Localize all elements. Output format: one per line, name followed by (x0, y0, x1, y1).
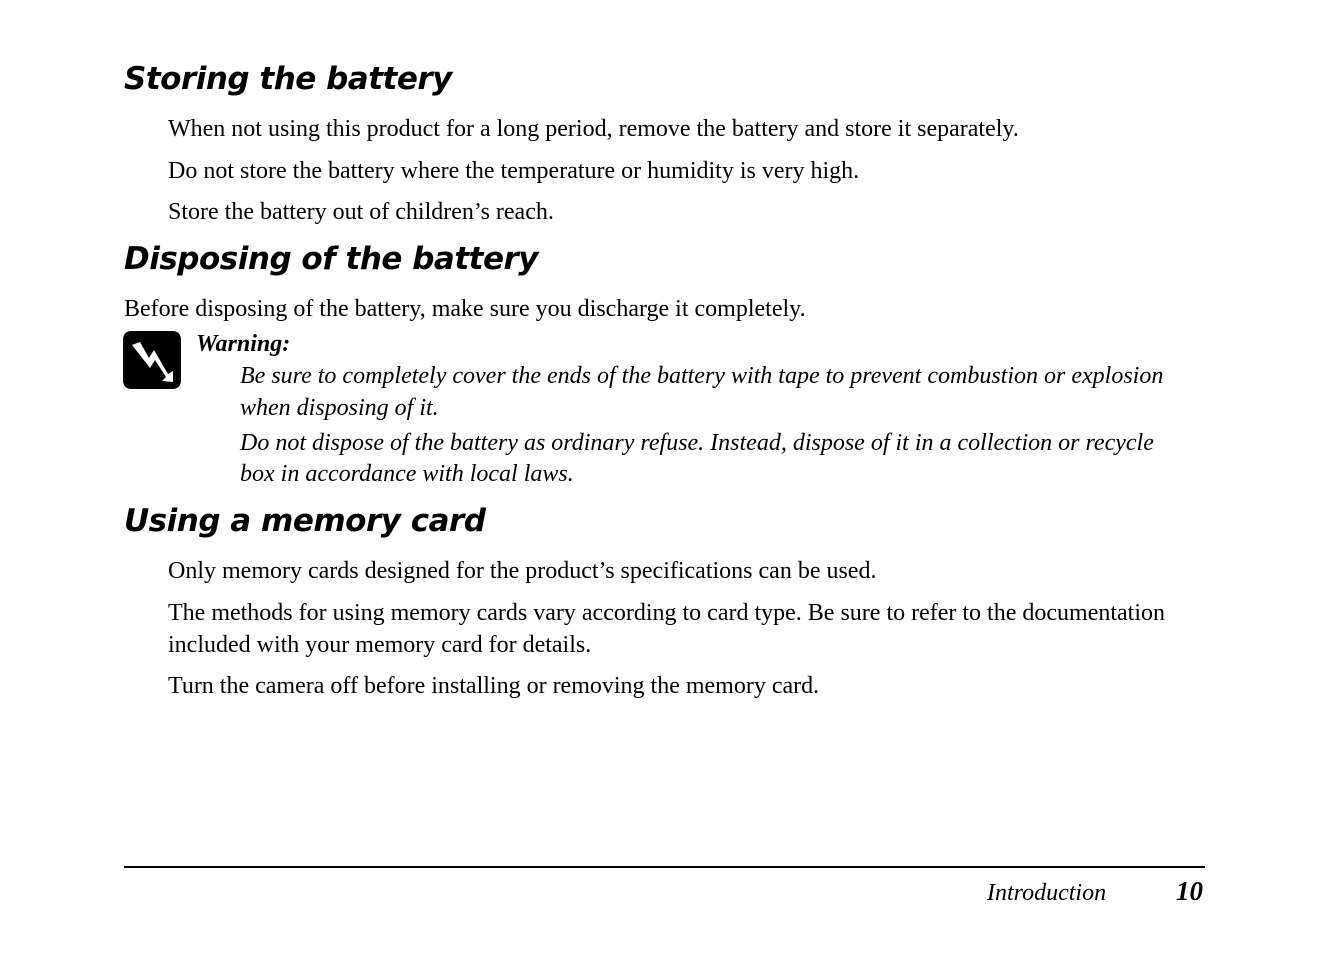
paragraph: Store the battery out of children’s reach. (168, 199, 554, 225)
paragraph: The methods for using memory cards vary according to card type. Be sure to refer to the documentation (168, 600, 1166, 626)
paragraph: When not using this product for a long period, remove the battery and store it separately. (168, 116, 1019, 142)
paragraph: Before disposing of the battery, make sure you discharge it completely. (124, 296, 806, 322)
section-heading-disposing: Disposing of the battery (124, 241, 538, 277)
warning-text: when disposing of it. (240, 395, 439, 421)
footer-section-title: Introduction (987, 880, 1107, 906)
page-number: 10 (1176, 876, 1203, 906)
warning-text: Do not dispose of the battery as ordinary refuse. Instead, dispose of it in a collection or recycle (240, 430, 1154, 456)
paragraph: included with your memory card for details. (168, 632, 592, 658)
warning-label: Warning: (196, 331, 291, 357)
paragraph: Turn the camera off before installing or removing the memory card. (168, 673, 820, 699)
warning-lightning-icon (123, 331, 181, 389)
warning-text: box in accordance with local laws. (240, 461, 574, 487)
section-heading-storing: Storing the battery (124, 61, 452, 97)
section-heading-memory-card: Using a memory card (124, 503, 486, 539)
paragraph: Only memory cards designed for the product’s specifications can be used. (168, 558, 877, 584)
warning-text: Be sure to completely cover the ends of the battery with tape to prevent combustion or explosion (240, 363, 1164, 389)
footer-rule (124, 866, 1205, 868)
paragraph: Do not store the battery where the temperature or humidity is very high. (168, 158, 860, 184)
